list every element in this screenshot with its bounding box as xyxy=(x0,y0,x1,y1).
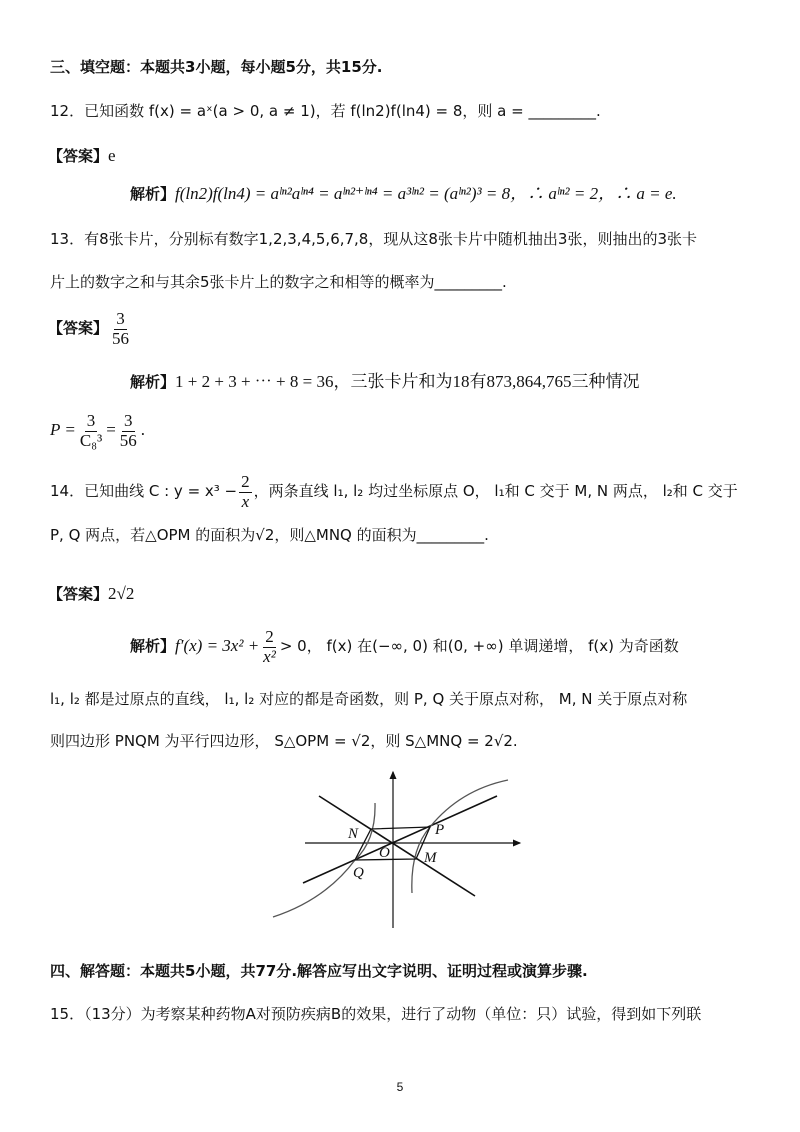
q15-question-line1: 15．（13分）为考察某种药物A对预防疾病B的效果，进行了动物（单位：只）试验，得到如下列联 xyxy=(50,1005,702,1023)
q12-question: 12．已知函数 f(x) = aˣ(a > 0, a ≠ 1)，若 f(ln2)f(ln4) = 8，则 a = _________. xyxy=(50,102,601,120)
q13-formula: P = $\frac{3}{\text{C₈³}}$ = $\frac{3}{56}$ . xyxy=(50,411,146,450)
label-o: O xyxy=(379,845,390,861)
q14-question-line1: 14．已知曲线 C : y = x³ − $\frac{2}{x}$ ，两条直线 l₁, l₂ 均过坐标原点 O， l₁和 C 交于 M, N 两点， l₂和 C 交于 xyxy=(50,472,738,511)
fraction: $\frac{2}{\text{x²}}$ xyxy=(263,627,276,666)
q12-analysis: 解析】f(ln2)f(ln4) = aˡⁿ²aˡⁿ⁴ = aˡⁿ²⁺ˡⁿ⁴ = a³ˡⁿ² = (aˡⁿ²)³ = 8，∴ aˡⁿ² = 2，∴ a = e. xyxy=(130,184,677,203)
q13-question-line2: 片上的数字之和与其余5张卡片上的数字之和相等的概率为_________. xyxy=(50,273,507,291)
q13-analysis: 解析】1 + 2 + 3 + ⋯ + 8 = 36，三张卡片和为18有873,864,765三种情况 xyxy=(130,372,640,391)
section4-heading: 四、解答题：本题共5小题，共77分.解答应写出文字说明、证明过程或演算步骤. xyxy=(50,962,588,980)
page-number: 5 xyxy=(396,1080,404,1094)
fraction: $\frac{2}{x}$ xyxy=(241,472,250,511)
q14-question-line2: P, Q 两点，若△OPM 的面积为√2，则△MNQ 的面积为_________. xyxy=(50,526,489,544)
q13-answer: 【答案】 $\frac{3}{56}$ xyxy=(48,309,130,348)
label-n: N xyxy=(348,826,359,842)
line-l1 xyxy=(319,796,475,896)
line-l2 xyxy=(303,796,497,883)
q12-answer: 【答案】e xyxy=(48,146,116,165)
answer-fraction: $\frac{3}{56}$ xyxy=(112,309,130,348)
label-p: P xyxy=(435,822,445,838)
fraction: $\frac{3}{56}$ xyxy=(119,411,137,450)
q13-question-line1: 13．有8张卡片，分别标有数字1,2,3,4,5,6,7,8，现从这8张卡片中随机抽出3张，则抽出的3张卡 xyxy=(50,230,697,248)
label-q: Q xyxy=(353,865,364,881)
fraction: $\frac{3}{\text{C₈³}}$ xyxy=(79,411,103,450)
section3-heading: 三、填空题：本题共3小题，每小题5分，共15分. xyxy=(50,58,383,76)
q14-answer: 【答案】2√2 xyxy=(48,584,135,603)
label-m: M xyxy=(424,850,437,866)
q14-analysis-line3: 则四边形 PNQM 为平行四边形， S△OPM = √2，则 S△MNQ = 2√2. xyxy=(50,732,518,750)
q14-analysis-line2: l₁, l₂ 都是过原点的直线， l₁, l₂ 对应的都是奇函数，则 P, Q 关于原点对称， M, N 关于原点对称 xyxy=(50,690,688,708)
q14-analysis-line1: 解析】f′(x) = 3x² + $\frac{2}{\text{x²}}$ > 0， f(x) 在(−∞, 0) 和(0, +∞) 单调递增， f(x) 为奇函数 xyxy=(130,627,679,666)
